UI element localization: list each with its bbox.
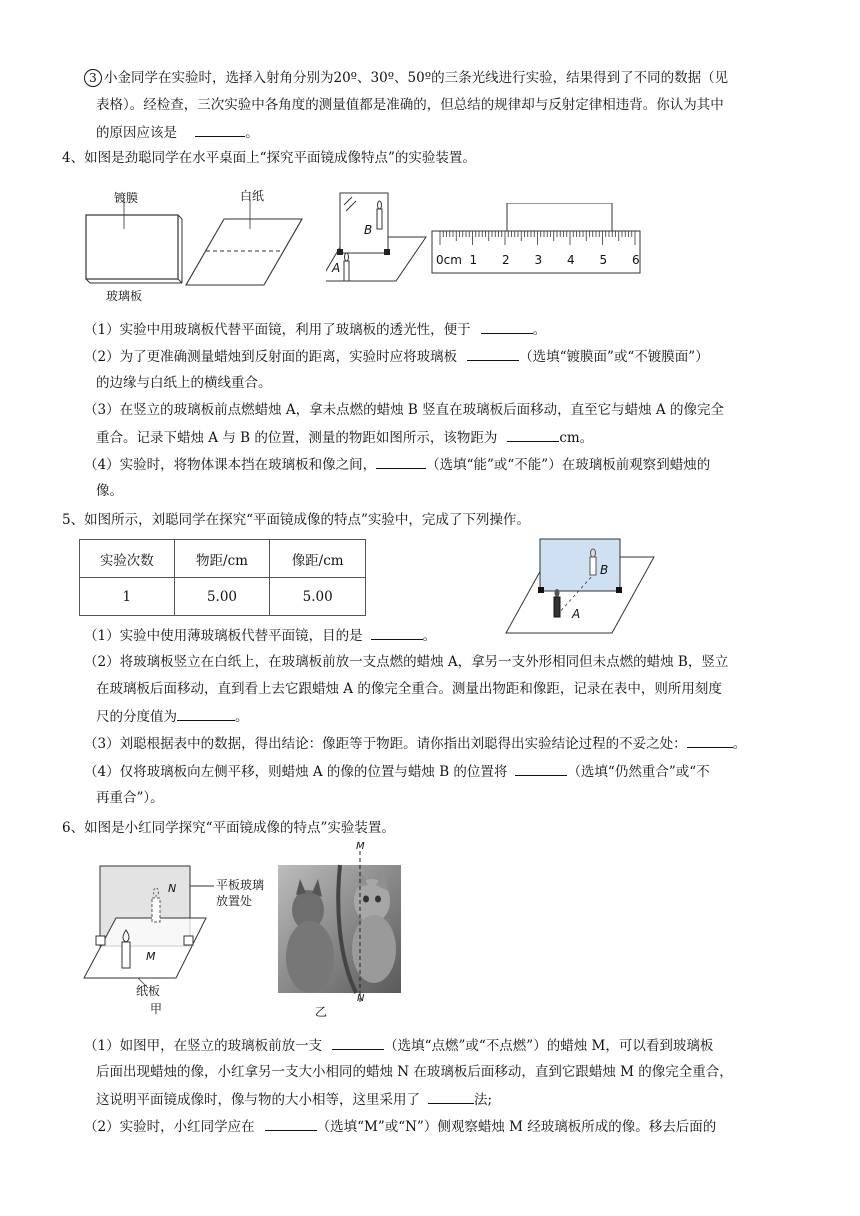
- candle-a-label: A: [332, 261, 341, 275]
- question-6-title: 6、如图是小红同学探究“平面镜成像的特点”实验装置。: [62, 820, 395, 836]
- answer-blank[interactable]: [177, 706, 235, 721]
- table-cell: 5.00: [174, 578, 270, 616]
- q3-line1: 3 小金同学在实验时，选择入射角分别为20º、30º、50º的三条光线进行实验，结果得到了不同的数据（见: [84, 68, 728, 88]
- q5-part3: （3）刘聪根据表中的数据，得出结论：像距等于物距。请你指出刘聪得出实验结论过程的不妥之处： 。: [84, 733, 746, 754]
- table-row: [80, 578, 366, 616]
- axis-m-label: M: [356, 841, 365, 852]
- ruler-tick-label: 3: [534, 253, 543, 267]
- table-header: 实验次数: [80, 540, 175, 578]
- q4-part1: （1）实验中用玻璃板代替平面镜，利用了玻璃板的透光性，便于 。: [84, 319, 546, 340]
- white-paper-label: 白纸: [240, 189, 265, 203]
- answer-blank[interactable]: [687, 733, 733, 748]
- coating-label: 镀膜: [114, 191, 139, 205]
- q5-figure-setup: [500, 535, 660, 637]
- axis-n-label: N: [357, 993, 365, 1004]
- q4-part2-cont: 的边缘与白纸上的横线重合。: [96, 375, 272, 391]
- q6-part1: （1）如图甲，在竖立的玻璃板前放一支 （选填“点燃”或“不点燃”）的蜡烛 M，可以看到玻璃板: [84, 1035, 713, 1056]
- candle-m-label: M: [146, 950, 156, 963]
- q4-figure-setup: [326, 185, 430, 285]
- q4-part3: （3）在竖立的玻璃板前点燃蜡烛 A，拿未点燃的蜡烛 B 竖直在玻璃板后面移动，直至它与蜡烛 A 的像完全: [84, 402, 724, 418]
- table-cell: 1: [80, 578, 175, 616]
- answer-blank[interactable]: [467, 346, 519, 361]
- answer-blank[interactable]: [371, 625, 423, 640]
- q4-figure-white-paper: [184, 185, 324, 295]
- q4-figure-glass-plate: [74, 185, 194, 305]
- table-header: 像距/cm: [270, 540, 366, 578]
- q5-part2-cont2: 尺的分度值为 。: [96, 706, 249, 727]
- q4-figure-ruler: [430, 203, 645, 275]
- item-number-circle: 3: [84, 69, 102, 87]
- candle-setup-diagram: [326, 185, 430, 285]
- ruler-tick-label: 1: [469, 253, 478, 267]
- candle-b-label: B: [600, 563, 609, 577]
- candle-a-label: A: [572, 607, 581, 621]
- glass-position-label-1: 平板玻璃: [216, 878, 265, 892]
- q5-part2-cont: 在玻璃板后面移动，直到看上去它跟蜡烛 A 的像完全重合。测量出物距和像距，记录在表中，则所用刻度: [96, 681, 722, 697]
- answer-blank[interactable]: [195, 122, 245, 137]
- q3-line2: 表格）。经检查，三次实验中各角度的测量值都是准确的，但总结的规律却与反射定律相违背。你认为其中: [96, 97, 724, 113]
- glass-position-label-2: 放置处: [216, 894, 253, 908]
- answer-blank[interactable]: [428, 1089, 474, 1104]
- question-5-title: 5、如图所示，刘聪同学在探究“平面镜成像的特点”实验中，完成了下列操作。: [62, 512, 530, 528]
- q5-part2: （2）将玻璃板竖立在白纸上，在玻璃板前放一支点燃的蜡烛 A，拿另一支外形相同但未点燃的蜡烛 B，竖立: [84, 654, 729, 670]
- cat-mirror-photo: [278, 845, 403, 1020]
- answer-blank[interactable]: [265, 1116, 317, 1131]
- q4-part2: （2）为了更准确测量蜡烛到反射面的距离，实验时应将玻璃板 （选填“镀膜面”或“不镀膜面”）: [84, 346, 709, 367]
- table-header: 物距/cm: [174, 540, 270, 578]
- glass-board-diagram: [80, 848, 270, 1018]
- answer-blank[interactable]: [507, 427, 559, 442]
- answer-blank[interactable]: [332, 1035, 384, 1050]
- glass-plate-label: 玻璃板: [106, 289, 143, 303]
- ruler-tick-label: 6: [632, 253, 640, 267]
- q5-data-table: [79, 539, 366, 616]
- ruler-tick-label: 2: [502, 253, 510, 267]
- answer-blank[interactable]: [515, 761, 567, 776]
- answer-blank[interactable]: [481, 319, 533, 334]
- figure-yi-label: 乙: [315, 1005, 328, 1019]
- q4-part3-cont: 重合。记录下蜡烛 A 与 B 的位置，测量的物距如图所示，该物距为 cm。: [96, 427, 593, 448]
- q6-part2: （2）实验时，小红同学应在 （选填“M”或“N”）侧观察蜡烛 M 经玻璃板所成的像。移去后面的: [84, 1116, 716, 1137]
- table-cell: 5.00: [270, 578, 366, 616]
- glass-candle-diagram: [500, 535, 660, 637]
- question-4-title: 4、如图是劲聪同学在水平桌面上“探究平面镜成像特点”的实验装置。: [62, 150, 476, 166]
- table-header-row: [80, 540, 366, 578]
- q5-part1: （1）实验中使用薄玻璃板代替平面镜，目的是 。: [84, 625, 436, 646]
- figure-jia-label: 甲: [150, 1002, 163, 1016]
- board-label: 纸板: [136, 984, 161, 998]
- q5-part4-cont: 再重合”）。: [96, 790, 164, 806]
- answer-blank[interactable]: [376, 454, 426, 469]
- ruler-tick-label: 5: [599, 253, 608, 267]
- q4-part4: （4）实验时，将物体课本挡在玻璃板和像之间， （选填“能”或“不能”）在玻璃板前观察到蜡烛的: [84, 454, 710, 475]
- q6-part1-cont2: 这说明平面镜成像时，像与物的大小相等，这里采用了 法;: [96, 1089, 492, 1110]
- q3-line3: 的原因应该是 。: [96, 122, 259, 143]
- ruler-tick-label: 4: [567, 253, 575, 267]
- q5-part4: （4）仅将玻璃板向左侧平移，则蜡烛 A 的像的位置与蜡烛 B 的位置将 （选填“仍然重合”或“不: [84, 761, 710, 782]
- q6-figure-jia: [80, 848, 270, 1018]
- q4-part4-cont: 像。: [96, 483, 123, 499]
- candle-n-label: N: [168, 882, 177, 895]
- ruler-tick-label: 0cm: [436, 253, 462, 267]
- q6-figure-yi: [278, 841, 403, 1020]
- q6-part1-cont: 后面出现蜡烛的像，小红拿另一支大小相同的蜡烛 N 在玻璃板后面移动，直到它跟蜡烛 M 的像完全重合，: [96, 1064, 733, 1080]
- candle-b-label: B: [364, 223, 373, 237]
